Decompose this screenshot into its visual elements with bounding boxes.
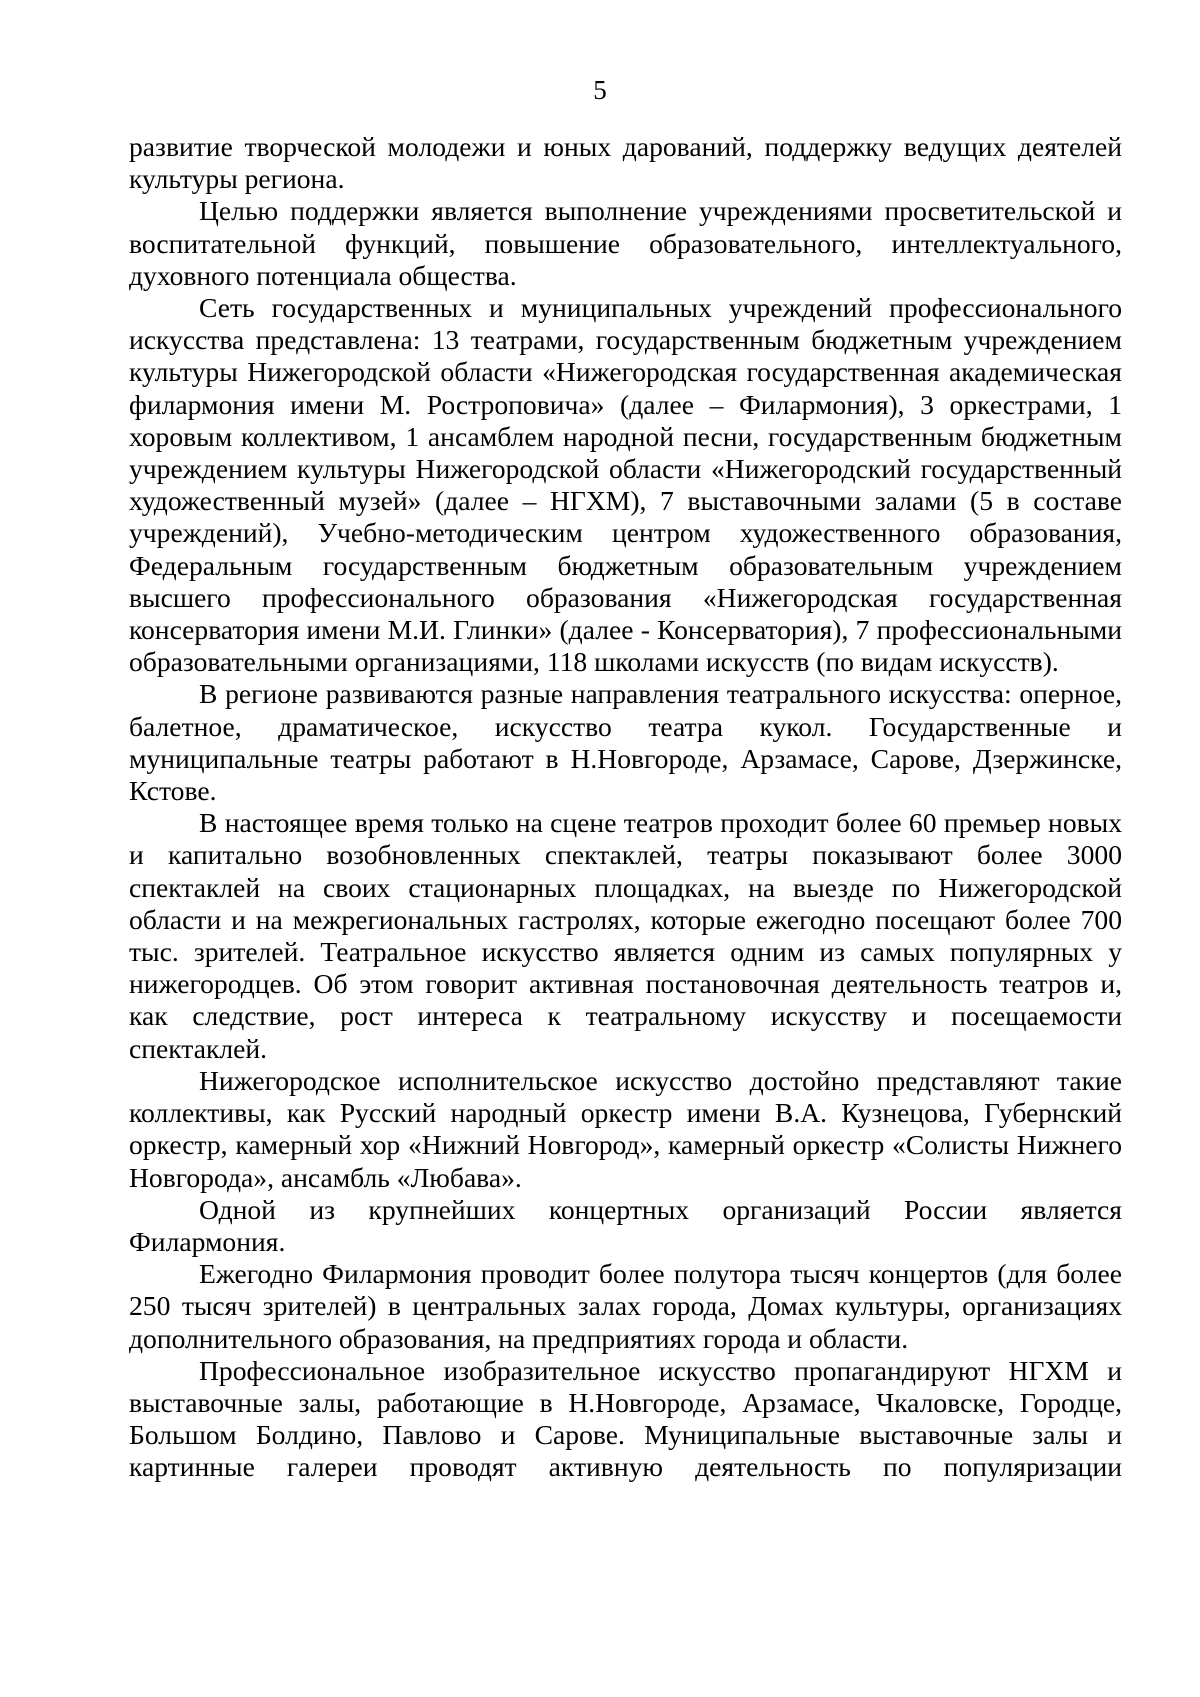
paragraph-philharmonic-concerts: Ежегодно Филармония проводит более полутора тысяч концертов (для более 250 тысяч зрителей) в центральных залах города, Домах культуры, организациях дополнительного образования, на предприятиях города и области. (129, 1258, 1122, 1354)
paragraph-continuation: развитие творческой молодежи и юных дарований, поддержку ведущих деятелей культуры региона. (129, 131, 1122, 195)
paragraph-theatre-directions: В регионе развиваются разные направления театрального искусства: оперное, балетное, драматическое, искусство театра кукол. Государственные и муниципальные театры работают в Н.Новгороде, Арзамасе, Сарове, Дзержинске, Кстове. (129, 678, 1122, 807)
paragraph-support-goal: Целью поддержки является выполнение учреждениями просветительской и воспитательной функций, повышение образовательного, интеллектуального, духовного потенциала общества. (129, 195, 1122, 291)
paragraph-fine-arts: Профессиональное изобразительное искусство пропагандируют НГХМ и выставочные залы, работающие в Н.Новгороде, Арзамасе, Чкаловске, Городце, Большом Болдино, Павлово и Сарове. Муниципальные выставочные залы и картинные галереи проводят активную деятельность по популяризации (129, 1354, 1122, 1483)
paragraph-institutions-network: Сеть государственных и муниципальных учреждений профессионального искусства представлена: 13 театрами, государственным бюджетным учреждением культуры Нижегородской области «Нижегородская государственная академическая филармония имени М. Ростроповича» (далее – Филармония), 3 оркестрами, 1 хоровым коллективом, 1 ансамблем народной песни, государственным бюджетным учреждением культуры Нижегородской области «Нижегородский государственный художественный музей» (далее – НГХМ), 7 выставочными залами (5 в составе учреждений), Учебно-методическим центром художественного образования, Федеральным государственным бюджетным образовательным учреждением высшего профессионального образования «Нижегородская государственная консерватория имени М.И. Глинки» (далее - Консерватория), 7 профессиональными образовательными организациями, 118 школами искусств (по видам искусств). (129, 292, 1122, 678)
paragraph-theatre-premieres: В настоящее время только на сцене театров проходит более 60 премьер новых и капитально возобновленных спектаклей, театры показывают более 3000 спектаклей на своих стационарных площадках, на выезде по Нижегородской области и на межрегиональных гастролях, которые ежегодно посещают более 700 тыс. зрителей. Театральное искусство является одним из самых популярных у нижегородцев. Об этом говорит активная постановочная деятельность театров и, как следствие, рост интереса к театральному искусству и посещаемости спектаклей. (129, 807, 1122, 1064)
paragraph-philharmonic: Одной из крупнейших концертных организаций России является Филармония. (129, 1193, 1122, 1257)
paragraph-performing-arts: Нижегородское исполнительское искусство достойно представляют такие коллективы, как Русский народный оркестр имени В.А. Кузнецова, Губернский оркестр, камерный хор «Нижний Новгород», камерный оркестр «Солисты Нижнего Новгорода», ансамбль «Любава». (129, 1064, 1122, 1193)
document-body (129, 131, 1122, 1484)
page-number: 5 (593, 75, 607, 105)
